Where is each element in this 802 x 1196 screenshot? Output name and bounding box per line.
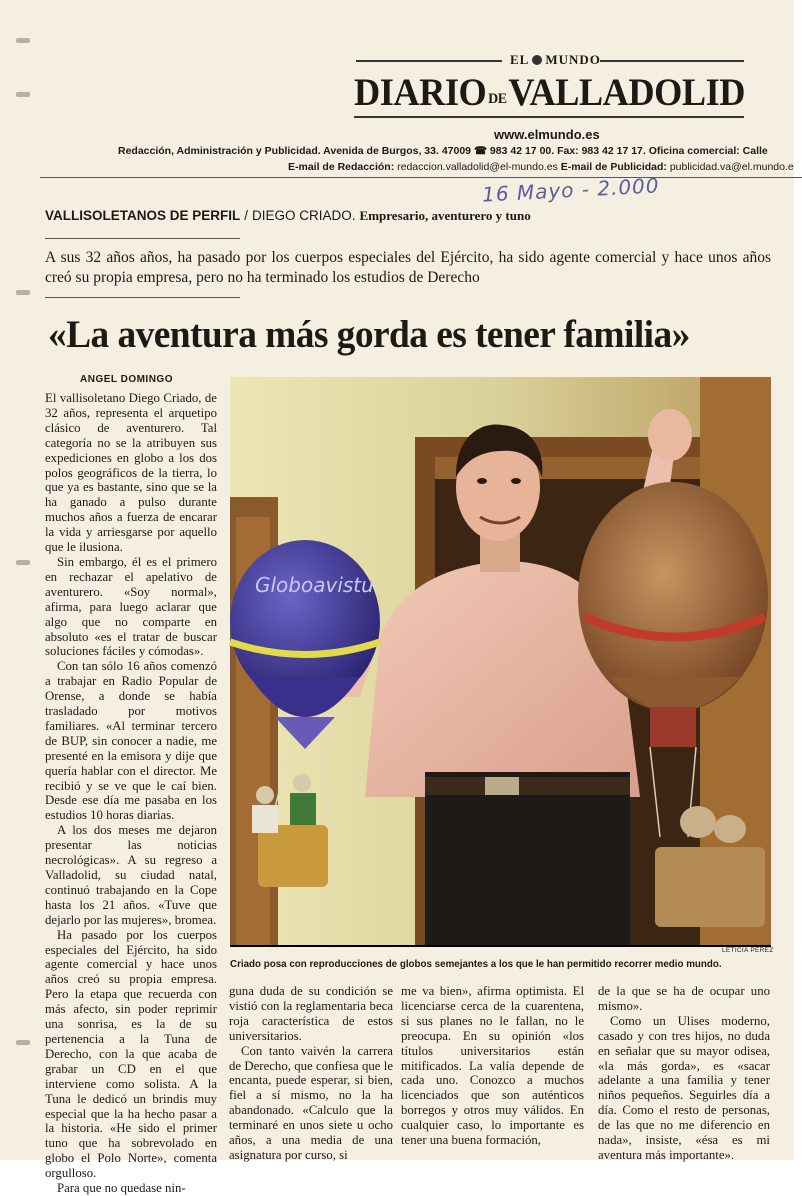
punch-mark bbox=[16, 38, 30, 43]
paragraph: Ha pasado por los cuerpos especiales del Ejército, ha sido agente comercial y hace unos años creó su propia empresa. Pero la etapa que recuerda con más afecto, sin poder reprimir una sonrisa, es la de su pertenencia a la Tuna de Derecho, con la que acaba de grabar un CD en el que interviene como solista. A la Tuna le dedicó un brindis muy especial que la ha hecho pasar a la historia. «He sido el primer tuno que ha sobrevolado en globo el Polo Norte», comenta orgulloso. bbox=[45, 927, 217, 1181]
article-deck: A sus 32 años años, ha pasado por los cuerpos especiales del Ejército, ha sido agente comercial y hace unos años creó su propia empresa, pero no ha terminado los estudios de Derecho bbox=[45, 249, 771, 286]
scan-edge bbox=[794, 0, 802, 1160]
masthead-rule-left bbox=[356, 60, 502, 62]
article-column-2 bbox=[229, 984, 393, 1163]
article-column-4 bbox=[598, 984, 770, 1163]
paragraph: Sin embargo, él es el primero en rechazar el apelativo de aventurero. «Soy normal», afirma, para luego aclarar que algo que no comparte en absoluto «es el tratar de buscar soluciones fáciles y cómodas». bbox=[45, 554, 217, 659]
deck-rule-bottom bbox=[45, 297, 240, 298]
masthead-underline bbox=[354, 116, 744, 118]
article-headline: «La aventura más gorda es tener familia» bbox=[48, 313, 690, 356]
punch-mark bbox=[16, 560, 30, 565]
paragraph: Para que no quedase nin- bbox=[57, 1181, 186, 1196]
photo-caption: Criado posa con reproducciones de globos semejantes a los que le han permitido recorrer medio mundo. bbox=[230, 959, 722, 970]
website-url: www.elmundo.es bbox=[494, 127, 600, 142]
paragraph: de la que se ha de ocupar uno mismo». bbox=[598, 984, 770, 1013]
photo-credit: LETICIA PEREZ bbox=[722, 947, 774, 954]
deck-rule-top bbox=[45, 238, 240, 239]
section-label: VALLISOLETANOS DE PERFIL / DIEGO CRIADO. Empresario, aventurero y tuno bbox=[45, 208, 531, 223]
header-divider bbox=[40, 177, 802, 178]
paragraph: Como un Ulises moderno, casado y con tres hijos, no duda en señalar que su mayor odisea, «la más gorda», es «sacar adelante a una familia y tener niños pequeños. Seguirles día a día. Como el resto de personas, de las que no me diferencio en nada», insiste, «ésa es mi aventura más importante». bbox=[598, 1013, 770, 1162]
paragraph: me va bien», afirma optimista. El licenciarse cerca de la cuarentena, si sus planes no le fallan, no le preocupa. En su opinión «los títulos universitarios están mitificados. La valía depende de cada uno. Conozco a muchos licenciados que son auténticos borregos y otros muy válidos. En cualquier caso, lo importante es tener una buena formación, bbox=[401, 984, 584, 1148]
punch-mark bbox=[16, 290, 30, 295]
article-column-1 bbox=[45, 391, 217, 1196]
byline: ANGEL DOMINGO bbox=[80, 374, 173, 385]
photo-illustration bbox=[230, 377, 771, 946]
paragraph: guna duda de su condición se vistió con la reglamentaria beca roja característica de estos universitarios. bbox=[229, 984, 393, 1043]
paragraph: A los dos meses me dejaron presentar las noticias necrológicas». A su regreso a Valladolid, su ciudad natal, continuó trabajando en la Cope hasta los 21 años. «Tuve que dejarlo por las mujeres», bromea. bbox=[45, 823, 217, 927]
article-column-3 bbox=[401, 984, 584, 1148]
contact-line: Redacción, Administración y Publicidad. Avenida de Burgos, 33. 47009 ☎ 983 42 17 00. Fax: 983 42 17 17. Oficina comercial: Calle bbox=[118, 145, 768, 157]
balloon-lettering: Globoavistu bbox=[255, 573, 374, 597]
portrait-photo bbox=[230, 377, 771, 946]
paragraph: Con tan sólo 16 años comenzó a trabajar en Radio Popular de Orense, a donde se había trasladado por motivos familiares. «Al terminar tercero de BUP, sin conocer a nadie, me presenté en la emisora y dije que quería hablar con el director. Me recibió y se ve que le caí bien. Desde ese día me pasaba en los estudios 10 horas diarias. bbox=[45, 659, 217, 823]
punch-mark bbox=[16, 92, 30, 97]
paragraph: El vallisoletano Diego Criado, de 32 años, representa el arquetipo clásico de aventurero. Tal categoría no se la atribuyen sus expediciones en globo a los dos polos geográficos de la tierra, lo que ya es bastante, sino que se la ha ganado a pulso durante muchos años a fuerza de encarar la vida y arriesgarse por aquello que le ilusiona. bbox=[45, 391, 217, 555]
el-mundo-brand: EL MUNDO bbox=[510, 52, 601, 67]
handwritten-date: 16 Mayo - 2.000 bbox=[481, 173, 661, 207]
masthead-rule-right bbox=[600, 60, 744, 62]
globe-icon bbox=[532, 55, 542, 65]
newspaper-masthead: DIARIO DEVALLADOLID bbox=[354, 71, 745, 114]
punch-mark bbox=[16, 1040, 30, 1045]
paragraph: Con tanto vaivén la carrera de Derecho, que confiesa que le encanta, puede esperar, si bien, fiel a sí mismo, no la ha abandonado. «Calculo que la terminaré en unos siete u ocho años, a una media de una asignatura por curso, si bbox=[229, 1043, 393, 1162]
email-line: E-mail de Redacción: redaccion.valladolid@el-mundo.es E-mail de Publicidad: publicidad.va@el.mundo.e bbox=[288, 161, 794, 173]
